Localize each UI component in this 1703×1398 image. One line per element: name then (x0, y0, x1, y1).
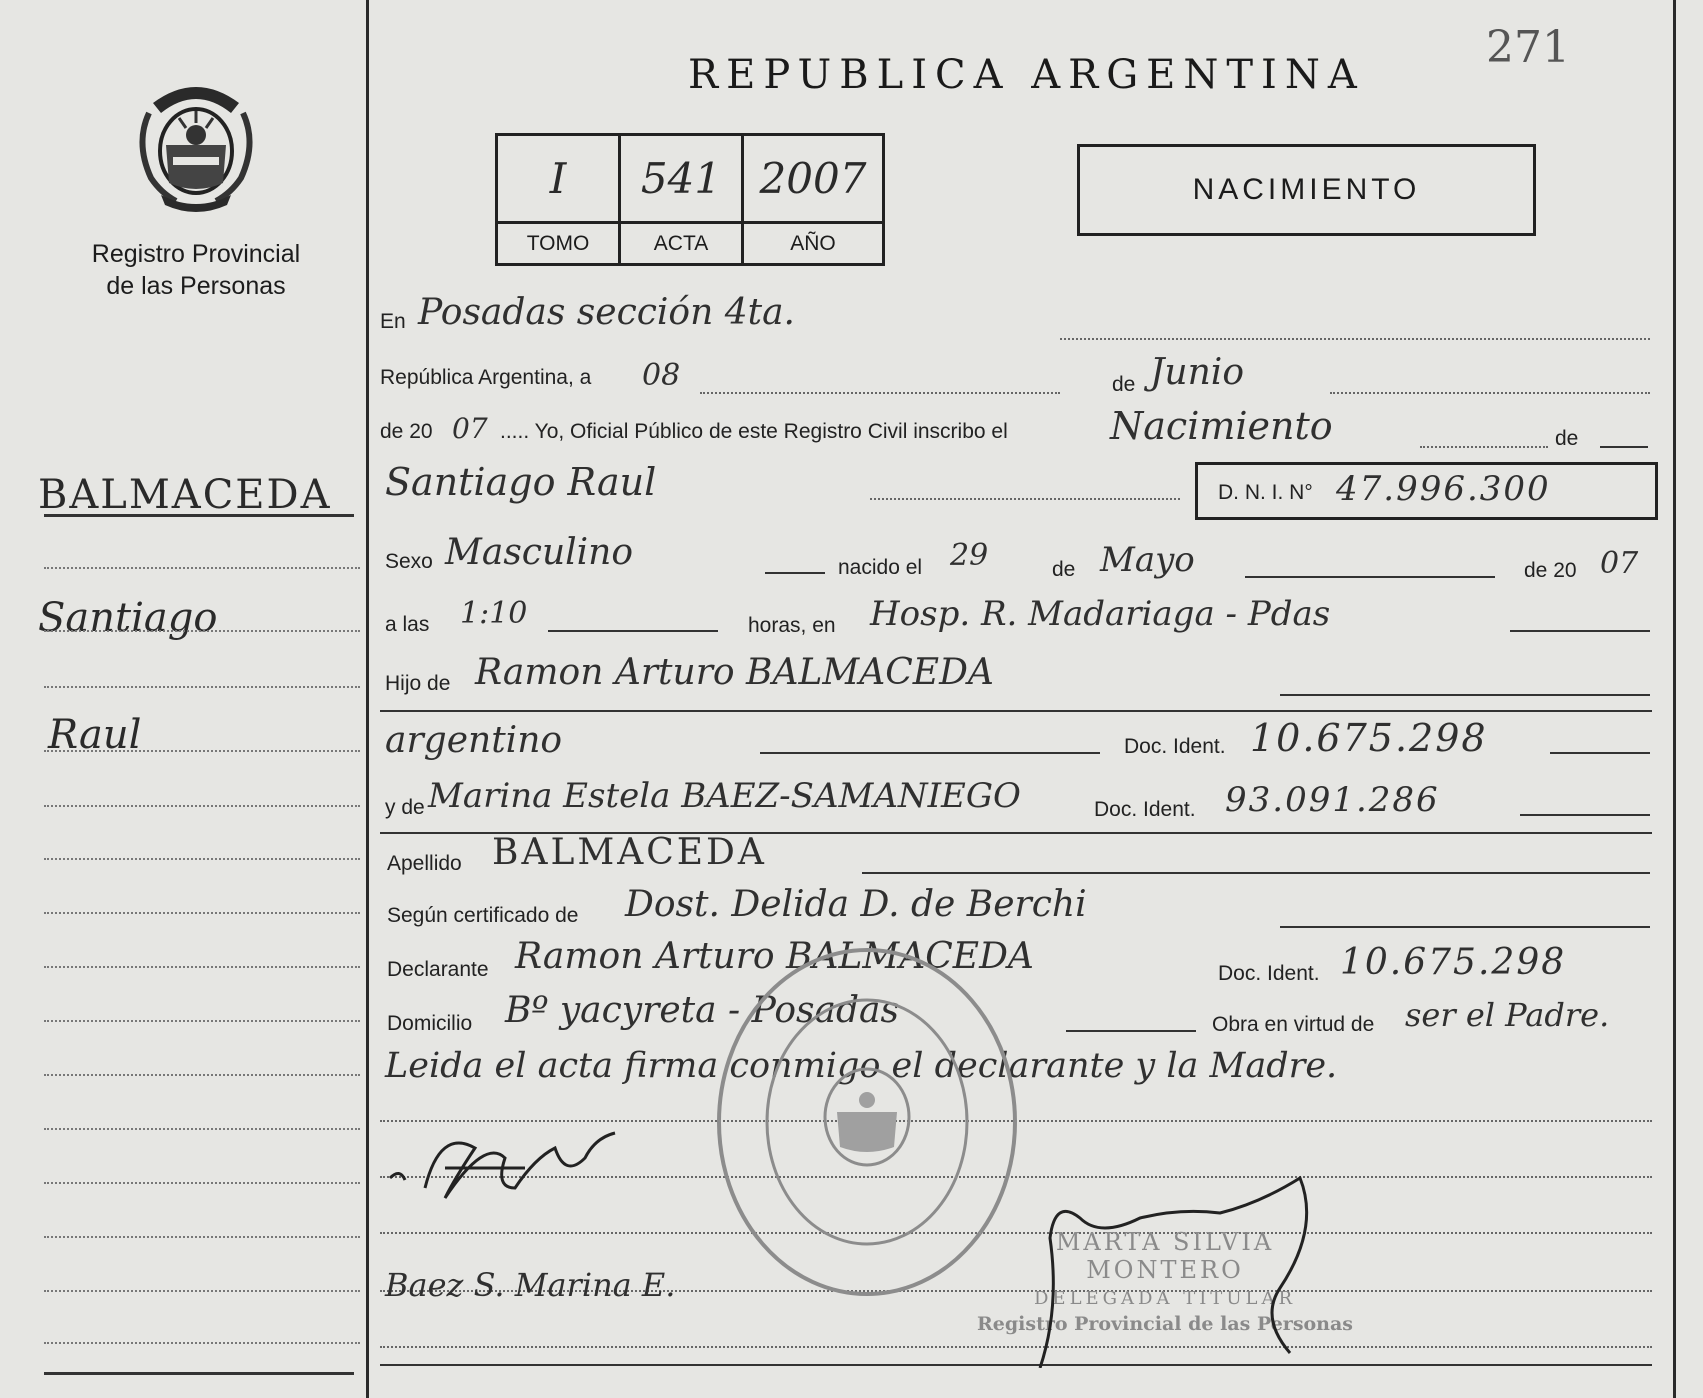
apellido-line (862, 872, 1650, 874)
domicilio-value: Bº yacyreta - Posadas (505, 990, 899, 1031)
de-label: de (1112, 373, 1136, 396)
child-name-line (870, 498, 1180, 500)
bottom-line (380, 1364, 1652, 1366)
delegate-org: Registro Provincial de las Personas (976, 1313, 1354, 1335)
declarant-value: Ramon Arturo BALMACEDA (515, 936, 1034, 977)
margin-surname: BALMACEDA (38, 472, 332, 518)
margin-dotted-line (44, 750, 360, 752)
book-reference-box (495, 133, 885, 266)
acta-label: ACTA (621, 221, 741, 263)
margin-dotted-line (44, 1074, 360, 1076)
margin-dotted-line (44, 1020, 360, 1022)
birth-month-value: Mayo (1100, 540, 1195, 580)
en-value: Posadas sección 4ta. (418, 292, 795, 333)
year-value: 07 (452, 412, 488, 445)
dni-label: D. N. I. N° (1218, 481, 1313, 504)
mother-doc-value: 93.091.286 (1225, 780, 1440, 820)
en-label: En (380, 310, 406, 333)
father-name-value: Ramon Arturo BALMACEDA (475, 652, 994, 693)
margin-second-name: Raul (48, 712, 142, 758)
closing-statement: Leida el acta firma conmigo el declarante y la Madre. (385, 1046, 1338, 1086)
birth-year-value: 07 (1600, 546, 1639, 581)
inscribo-label: ..... Yo, Oficial Público de este Registro Civil inscribo el (500, 420, 1008, 443)
margin-dotted-line (44, 1128, 360, 1130)
delegate-name: MARTA SILVIA MONTERO (1055, 1228, 1275, 1284)
day-line (700, 392, 1060, 394)
acta-value: 541 (640, 154, 722, 203)
inscribo-line (1420, 446, 1548, 448)
margin-dotted-line (44, 1342, 360, 1344)
year-label: de 20 (1524, 559, 1577, 582)
father-doc-value: 10.675.298 (1250, 716, 1488, 760)
margin-dotted-line (44, 686, 360, 688)
inscribo-value: Nacimiento (1110, 404, 1333, 448)
declarant-doc-value: 10.675.298 (1340, 942, 1567, 983)
nationality-line (760, 752, 1100, 754)
yde-label: y de (385, 796, 425, 819)
margin-dotted-line (44, 966, 360, 968)
sexo-line (765, 572, 825, 574)
tomo-label: TOMO (498, 221, 618, 263)
nacido-label: nacido el (838, 556, 923, 579)
margin-line (44, 514, 354, 517)
domicilio-line (1066, 1030, 1196, 1032)
dni-box (1195, 462, 1658, 520)
father-nationality-value: argentino (385, 720, 563, 761)
segun-label: Según certificado de (387, 904, 579, 927)
signature-dotted-line (380, 1346, 1652, 1348)
margin-dotted-line (44, 805, 360, 807)
inscribo-line (1600, 446, 1648, 448)
margin-dotted-line (44, 858, 360, 860)
doc-label: Doc. Ident. (1124, 735, 1226, 758)
registry-name-line1: Registro Provincial (91, 240, 301, 268)
birthplace-value: Hosp. R. Madariaga - Pdas (870, 594, 1331, 634)
father-line (1280, 694, 1650, 696)
de-label: de (1555, 427, 1579, 450)
declarant-signature (385, 1118, 625, 1218)
anio-label: AÑO (744, 221, 882, 263)
de-label: de (1052, 558, 1076, 581)
father-underline (380, 710, 1652, 712)
doc-label: Doc. Ident. (1218, 962, 1320, 985)
day-value: 08 (642, 358, 681, 393)
father-doc-line (1550, 752, 1650, 754)
obra-label: Obra en virtud de (1212, 1013, 1375, 1036)
domicilio-label: Domicilio (387, 1012, 473, 1035)
margin-dotted-line (44, 1182, 360, 1184)
horas-label: horas, en (748, 614, 836, 637)
delegate-signature (1020, 1168, 1340, 1368)
tomo-value: I (549, 154, 567, 203)
margin-bottom-line (44, 1372, 354, 1375)
certifier-line (1280, 926, 1650, 928)
right-margin-rule (1673, 0, 1676, 1398)
page-number: 271 (1486, 22, 1570, 73)
alas-label: a las (385, 613, 430, 636)
margin-dotted-line (44, 630, 360, 632)
mother-signature: Baez S. Marina E. (385, 1266, 676, 1304)
anio-value: 2007 (759, 154, 867, 203)
registry-name-line2: de las Personas (106, 272, 286, 300)
hour-line (548, 630, 718, 632)
margin-dotted-line (44, 1236, 360, 1238)
mother-name-value: Marina Estela BAEZ-SAMANIEGO (428, 776, 1021, 816)
year-label: de 20 (380, 420, 433, 443)
margin-first-name: Santiago (38, 595, 218, 641)
record-type-box: NACIMIENTO (1077, 144, 1536, 236)
margin-dotted-line (44, 912, 360, 914)
left-margin-rule (366, 0, 369, 1398)
certifier-value: Dost. Delida D. de Berchi (625, 884, 1087, 925)
country-title: REPUBLICA ARGENTINA (688, 52, 1365, 98)
birth-day-value: 29 (950, 538, 989, 573)
month-value: Junio (1150, 352, 1244, 393)
republica-label: República Argentina, a (380, 366, 592, 389)
sexo-value: Masculino (445, 532, 634, 573)
provincial-seal-icon (131, 73, 261, 213)
sexo-label: Sexo (385, 550, 433, 573)
delegate-title: DELEGADA TITULAR (1034, 1288, 1296, 1309)
doc-label: Doc. Ident. (1094, 798, 1196, 821)
anio-cell (744, 136, 882, 263)
dni-value: 47.996.300 (1336, 469, 1551, 509)
mother-doc-line (1520, 814, 1650, 816)
birthplace-line (1510, 630, 1650, 632)
birth-month-line (1245, 576, 1495, 578)
apellido-value: BALMACEDA (492, 832, 767, 873)
registry-name (60, 238, 332, 302)
tomo-cell (498, 136, 621, 263)
hijo-label: Hijo de (385, 672, 451, 695)
margin-dotted-line (44, 1290, 360, 1292)
en-line (1060, 338, 1650, 340)
declarante-label: Declarante (387, 958, 489, 981)
child-name-value: Santiago Raul (385, 460, 657, 504)
obra-value: ser el Padre. (1405, 996, 1610, 1034)
acta-cell (621, 136, 744, 263)
apellido-label: Apellido (387, 852, 462, 875)
month-line (1330, 392, 1650, 394)
margin-dotted-line (44, 567, 360, 569)
hour-value: 1:10 (460, 596, 528, 631)
